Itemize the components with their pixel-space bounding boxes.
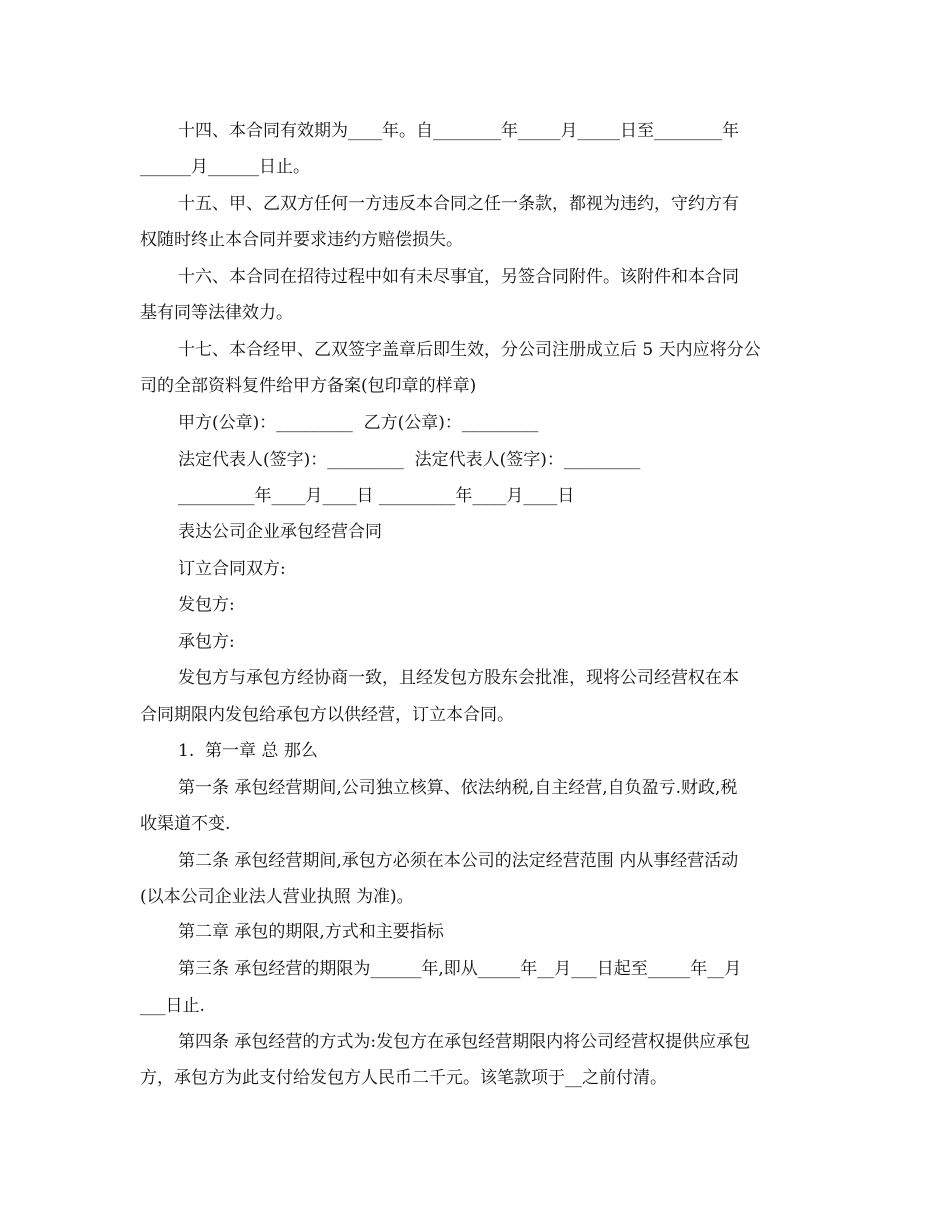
article-2-line-2: (以本公司企业法人营业执照 为准)。 <box>140 887 414 907</box>
contractee-line: 承包方: <box>178 632 235 652</box>
chapter-2-heading: 第二章 承包的期限,方式和主要指标 <box>178 922 444 942</box>
preamble-line-2: 合同期限内发包给承包方以供经营，订立本合同。 <box>140 705 514 725</box>
clause-16-line-2: 基有同等法律效力。 <box>140 303 293 323</box>
clause-17-line-2: 司的全部资料复件给甲方备案(包印章的样章) <box>140 376 477 396</box>
clause-15-line-1: 十五、甲、乙双方任何一方违反本合同之任一条款，都视为违约，守约方有 <box>178 194 739 214</box>
date-line: _________年____月____日 _________年____月____日 <box>178 486 575 506</box>
chapter-1-heading: 1. 第一章 总 那么 <box>178 741 318 761</box>
article-3-line-2: ___日止. <box>140 996 205 1016</box>
article-3-line-1: 第三条 承包经营的期限为______年,即从_____年__月___日起至_____年__月 <box>178 959 742 979</box>
seal-line: 甲方(公章)：_________ 乙方(公章)：_________ <box>178 413 539 433</box>
legal-rep-signature-line: 法定代表人(签字)：_________ 法定代表人(签字)：_________ <box>178 450 641 470</box>
clause-17-line-1: 十七、本合经甲、乙双签字盖章后即生效，分公司注册成立后 5 天内应将分公 <box>178 340 761 360</box>
article-1-line-2: 收渠道不变. <box>140 814 231 834</box>
article-4-line-1: 第四条 承包经营的方式为:发包方在承包经营期限内将公司经营权提供应承包 <box>178 1032 751 1052</box>
parties-heading: 订立合同双方: <box>178 559 286 579</box>
contractor-line: 发包方: <box>178 595 235 615</box>
article-1-line-1: 第一条 承包经营期间,公司独立核算、依法纳税,自主经营,自负盈亏.财政,税 <box>178 778 738 798</box>
clause-15-line-2: 权随时终止本合同并要求违约方赔偿损失。 <box>140 230 463 250</box>
clause-14-line-1: 十四、本合同有效期为____年。自________年_____月_____日至________年 <box>178 121 739 141</box>
clause-16-line-1: 十六、本合同在招待过程中如有未尽事宜，另签合同附件。该附件和本合同 <box>178 267 739 287</box>
preamble-line-1: 发包方与承包方经协商一致，且经发包方股东会批准，现将公司经营权在本 <box>178 668 739 688</box>
clause-14-line-2: ______月______日止。 <box>140 157 310 177</box>
article-2-line-1: 第二条 承包经营期间,承包方必须在本公司的法定经营范围 内从事经营活动 <box>178 851 739 871</box>
contract-title: 表达公司企业承包经营合同 <box>178 522 382 542</box>
article-4-line-2: 方，承包方为此支付给发包方人民币二千元。该笔款项于__之前付清。 <box>140 1068 667 1088</box>
